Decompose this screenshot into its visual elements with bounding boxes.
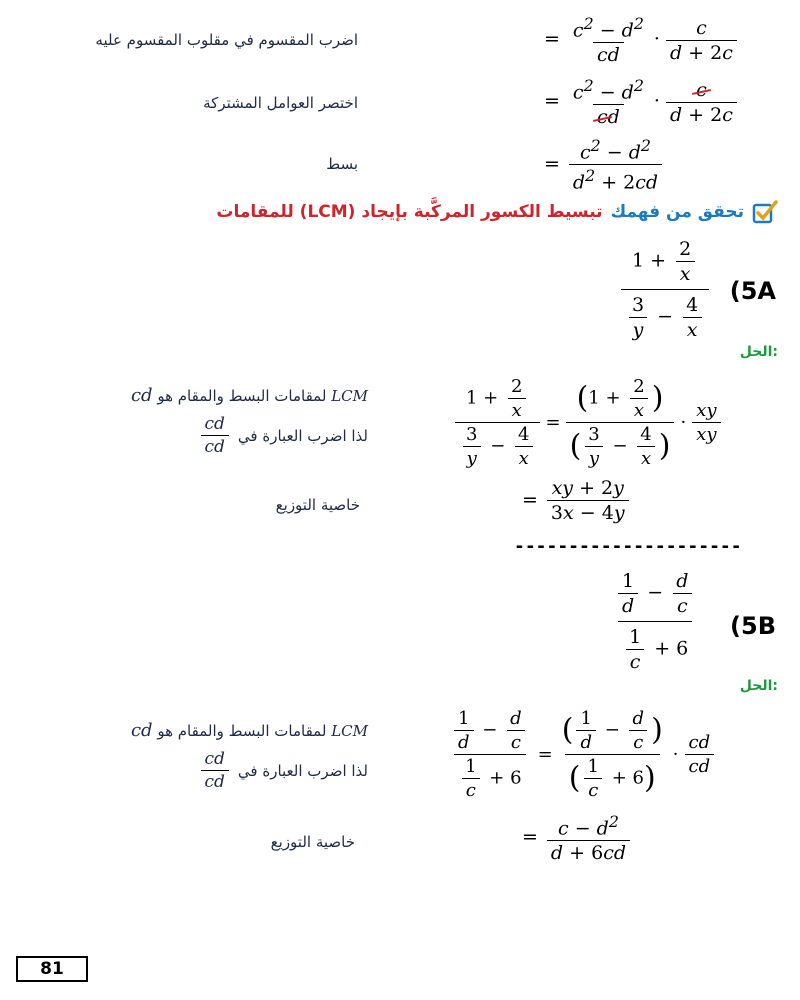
note-distributive-5b: خاصية التوزيع xyxy=(270,833,355,851)
problem-5a-label: (5A xyxy=(729,277,776,305)
note-lcm-5b: LCM لمقامات البسط والمقام هو cd xyxy=(130,720,368,741)
step-note-cancel: اختصر العوامل المشتركة xyxy=(203,94,358,112)
note-distributive-5a: خاصية التوزيع xyxy=(275,496,360,514)
solution-label-5b: الحل: xyxy=(739,678,778,694)
solution-5a-line-1: 1 + $\frac{2}{x}$ $\frac{3}{y}$ − $\frac{4}{x}$ = (1 + $\frac{2}{x}$ ) ( $\frac{3}{y}$ − $\frac{4}{x}$ ) · $\frac{xy}{xy}$ xyxy=(452,376,724,469)
page-number-box xyxy=(16,956,88,982)
separator-dashes: --------------------- xyxy=(514,536,742,557)
solution-label-5a: الحل: xyxy=(739,344,778,360)
note-lcm-5a: LCM لمقامات البسط والمقام هو cd xyxy=(130,385,368,406)
problem-5b-expression: $\frac{1}{d}$ − $\frac{d}{c}$ $\frac{1}{c}$ + 6 xyxy=(608,570,702,673)
equation-step-2: = $\frac{c^2 - d^2}{cd}$ · $\frac{c}{d + 2c}$ xyxy=(538,76,740,128)
note-multiply-5b: لذا اضرب العبارة في $\frac{cd}{cd}$ xyxy=(198,749,368,792)
solution-5b-line-2: = $\frac{c - d^2}{d + 6cd}$ xyxy=(516,812,633,864)
equation-step-3: = $\frac{c^2 - d^2}{d^2 + 2cd}$ xyxy=(538,136,665,194)
solution-5a-line-2: = $\frac{xy + 2y}{3x - 4y}$ xyxy=(516,477,632,524)
note-multiply-5a: لذا اضرب العبارة في $\frac{cd}{cd}$ xyxy=(198,414,368,457)
problem-5a-expression: 1 + $\frac{2}{x}$ $\frac{3}{y}$ − $\frac{4}{x}$ xyxy=(618,238,712,341)
check-understanding-label: تحقق من فهمك xyxy=(610,202,744,222)
step-note-multiply-reciprocal: اضرب المقسوم في مقلوب المقسوم عليه xyxy=(95,31,358,49)
solution-5b-line-1: $\frac{1}{d}$ − $\frac{d}{c}$ $\frac{1}{c}$ + 6 = ( $\frac{1}{d}$ − $\frac{d}{c}$ ) ( $\frac{1}{c}$ + 6) · $\frac{cd}{cd}$ xyxy=(444,708,717,801)
problem-5b-label: (5B xyxy=(730,612,776,640)
equation-step-1: = $\frac{c^2 - d^2}{cd}$ · $\frac{c}{d + 2c}$ xyxy=(538,14,740,66)
checkbox-check-icon xyxy=(752,200,778,224)
section-header xyxy=(216,200,778,224)
step-note-simplify: بسط xyxy=(326,155,358,173)
page-number: 81 xyxy=(40,959,64,979)
section-title: تبسيط الكسور المركَّبة بإيجاد (LCM) للمقامات xyxy=(216,202,603,222)
